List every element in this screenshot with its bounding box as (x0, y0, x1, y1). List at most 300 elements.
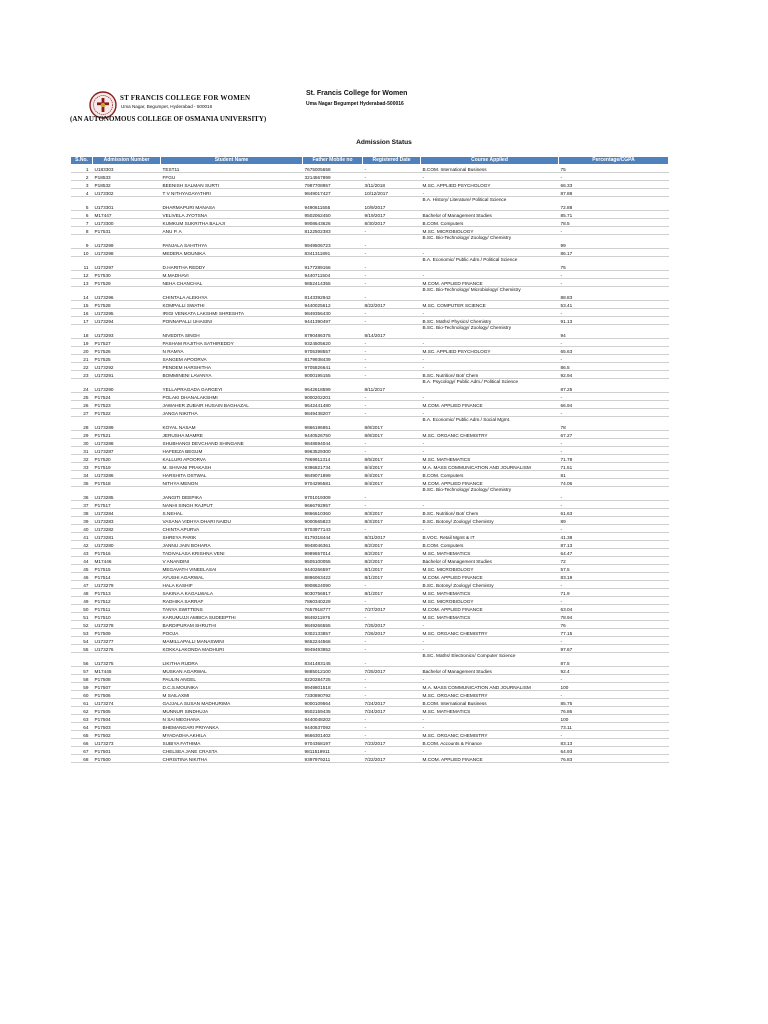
cell-registered-date: 8/4/2017 (363, 471, 421, 479)
cell-admission-number: P17503 (93, 723, 161, 731)
cell-percentage: 81 (559, 471, 669, 479)
cell-course-applied: B.A. Economic/ Public Adm./ Political Science (421, 257, 559, 271)
cell-registered-date: 8/1/2017 (363, 565, 421, 573)
cell-sno: 52 (71, 621, 93, 629)
cell-student-name: MUNNUR SINDHUJA (161, 707, 303, 715)
table-row (71, 533, 669, 541)
cell-sno: 45 (71, 565, 93, 573)
table-row (71, 645, 669, 653)
cell-course-applied: M.COM. APPLIED FINANCE (421, 755, 559, 763)
cell-course-applied: B.COM. Computers (421, 471, 559, 479)
cell-father-mobile: 9652244566 (303, 637, 363, 645)
cell-percentage: - (559, 581, 669, 589)
cell-course-applied: M.SC. ORGANIC CHEMISTRY (421, 731, 559, 739)
cell-student-name: MEDERA MOUNIKA (161, 249, 303, 257)
cell-admission-number: P17516 (93, 549, 161, 557)
cell-course-applied: - (421, 363, 559, 371)
cell-father-mobile: 9177289156 (303, 257, 363, 271)
cell-admission-number: U173277 (93, 637, 161, 645)
cell-percentage: - (559, 447, 669, 455)
cell-father-mobile: 9666301402 (303, 731, 363, 739)
cell-sno: 5 (71, 197, 93, 211)
cell-sno: 50 (71, 605, 93, 613)
cell-percentage: 71.78 (559, 455, 669, 463)
cell-father-mobile: 9000565823 (303, 517, 363, 525)
cell-registered-date: - (363, 675, 421, 683)
cell-student-name: CHINTALA ALEKHYA (161, 287, 303, 301)
cell-percentage: 64.93 (559, 747, 669, 755)
cell-registered-date: 8/2/2017 (363, 541, 421, 549)
cell-student-name: BARDIPURAM SHRUTHI (161, 621, 303, 629)
cell-registered-date: 7/22/2017 (363, 755, 421, 763)
cell-admission-number: P17505 (93, 707, 161, 715)
cell-admission-number: U173285 (93, 487, 161, 501)
cell-student-name: SUBIYA FATHIMA (161, 739, 303, 747)
cell-percentage: - (559, 675, 669, 683)
table-row (71, 589, 669, 597)
cell-student-name: NEHA CHANCHAL (161, 279, 303, 287)
cell-sno: 21 (71, 355, 93, 363)
cell-percentage: 76.86 (559, 707, 669, 715)
cell-sno: 56 (71, 653, 93, 667)
cell-percentage: - (559, 691, 669, 699)
cell-father-mobile: 7987708957 (303, 181, 363, 189)
cell-course-applied: - (421, 501, 559, 509)
cell-registered-date: - (363, 257, 421, 271)
cell-course-applied: Bachelor of Management Studies (421, 557, 559, 565)
cell-sno: 34 (71, 471, 93, 479)
table-row (71, 439, 669, 447)
cell-course-applied: B.SC. Bio-Technology/ Zoology/ Chemistry (421, 235, 559, 249)
cell-registered-date: 8/8/2017 (363, 417, 421, 431)
cell-admission-number: U173302 (93, 189, 161, 197)
cell-father-mobile: 9440266597 (303, 565, 363, 573)
cell-percentage: - (559, 731, 669, 739)
cell-sno: 59 (71, 683, 93, 691)
cell-registered-date: - (363, 227, 421, 235)
cell-sno: 54 (71, 637, 93, 645)
cell-admission-number: U173290 (93, 379, 161, 393)
cell-father-mobile: 9441390497 (303, 317, 363, 325)
cell-father-mobile: 9703977143 (303, 525, 363, 533)
cell-father-mobile: 8341311891 (303, 249, 363, 257)
cell-sno: 16 (71, 309, 93, 317)
cell-father-mobile: 9908643626 (303, 219, 363, 227)
admission-status-table (70, 156, 669, 763)
cell-student-name: JANNU JAIN BOHARA (161, 541, 303, 549)
cell-sno: 23 (71, 371, 93, 379)
cell-admission-number: P17511 (93, 605, 161, 613)
cell-course-applied: Bachelor of Management Studies (421, 211, 559, 219)
cell-registered-date: - (363, 653, 421, 667)
cell-percentage: 92.94 (559, 371, 669, 379)
cell-sno: 53 (71, 629, 93, 637)
cell-student-name: NANHI SINGH RAJPUT (161, 501, 303, 509)
cell-father-mobile: 9705398557 (303, 347, 363, 355)
cell-percentage: - (559, 279, 669, 287)
cell-course-applied: B.COM. Accounts & Finance (421, 739, 559, 747)
table-row (71, 541, 669, 549)
cell-student-name: KOYAL NASAM (161, 417, 303, 431)
cell-admission-number: P17531 (93, 227, 161, 235)
cell-registered-date: 7/24/2017 (363, 699, 421, 707)
cell-course-applied: M.COM. APPLIED FINANCE (421, 279, 559, 287)
cell-father-mobile: 7675005658 (303, 165, 363, 173)
cell-course-applied: - (421, 189, 559, 197)
cell-admission-number: U173288 (93, 439, 161, 447)
cell-student-name: TADIVALASA KRISHNA VENI (161, 549, 303, 557)
cell-admission-number: P17520 (93, 455, 161, 463)
cell-registered-date: - (363, 309, 421, 317)
cell-student-name: AYUSHI AGARWAL (161, 573, 303, 581)
table-row (71, 165, 669, 173)
cell-registered-date: - (363, 347, 421, 355)
cell-admission-number: M17446 (93, 557, 161, 565)
table-header-row (71, 157, 669, 165)
table-row (71, 189, 669, 197)
cell-student-name: PASHAM RAJITHA SATHIREDDY (161, 339, 303, 347)
cell-sno: 49 (71, 597, 93, 605)
cell-sno: 43 (71, 549, 93, 557)
table-row (71, 723, 669, 731)
column-header-percentage: Percentage/CGPA (559, 157, 669, 165)
cell-father-mobile: 9642618599 (303, 379, 363, 393)
cell-admission-number: P17504 (93, 715, 161, 723)
cell-student-name: CHRISTINA NIKITHA (161, 755, 303, 763)
cell-father-mobile: 3214567899 (303, 173, 363, 181)
cell-sno: 8 (71, 227, 93, 235)
table-row (71, 699, 669, 707)
cell-student-name: POLAKI DHANALAKSHMI (161, 393, 303, 401)
cell-sno: 42 (71, 541, 93, 549)
cell-sno: 40 (71, 525, 93, 533)
cell-sno: 46 (71, 573, 93, 581)
cell-course-applied: - (421, 621, 559, 629)
cell-registered-date: 8/2/2017 (363, 549, 421, 557)
cell-percentage: 64.47 (559, 549, 669, 557)
table-row (71, 401, 669, 409)
cell-admission-number: P17527 (93, 339, 161, 347)
cell-father-mobile: 9963529300 (303, 447, 363, 455)
cell-course-applied: - (421, 747, 559, 755)
cell-sno: 58 (71, 675, 93, 683)
cell-admission-number: U173278 (93, 621, 161, 629)
cell-course-applied: - (421, 675, 559, 683)
cell-admission-number: P17500 (93, 755, 161, 763)
cell-registered-date: - (363, 731, 421, 739)
cell-student-name: CHELSEA JANE CRASTA (161, 747, 303, 755)
cell-registered-date: - (363, 597, 421, 605)
cell-course-applied: M.A. MASS COMMUNICATION AND JOURNALISM (421, 463, 559, 471)
cell-registered-date: - (363, 173, 421, 181)
cell-student-name: KUMKUM SUKRITHA BALAJI (161, 219, 303, 227)
table-row (71, 621, 669, 629)
cell-percentage: 100 (559, 715, 669, 723)
column-header-course-applied: Course Applied (421, 157, 559, 165)
cell-sno: 68 (71, 755, 93, 763)
cell-registered-date: - (363, 715, 421, 723)
cell-percentage: 41.38 (559, 533, 669, 541)
cell-registered-date: 10/9/2017 (363, 197, 421, 211)
cell-father-mobile: 9989657014 (303, 549, 363, 557)
table-row (71, 409, 669, 417)
table-row (71, 675, 669, 683)
cell-percentage: - (559, 393, 669, 401)
table-row (71, 355, 669, 363)
cell-registered-date: 7/23/2017 (363, 739, 421, 747)
cell-admission-number: P17515 (93, 565, 161, 573)
cell-sno: 60 (71, 691, 93, 699)
table-row (71, 393, 669, 401)
cell-percentage: 66.94 (559, 401, 669, 409)
cell-course-applied: B.COM. International Business (421, 699, 559, 707)
logo-college-address: Uma Nagar, Begumpet, Hyderabad - 500016 (121, 104, 213, 109)
cell-admission-number: U173298 (93, 249, 161, 257)
cell-registered-date: - (363, 401, 421, 409)
cell-percentage: - (559, 227, 669, 235)
cell-father-mobile: 9704368197 (303, 739, 363, 747)
column-header-father-mobile: Father Mobile no (303, 157, 363, 165)
cell-registered-date: - (363, 339, 421, 347)
cell-course-applied: B.SC. Botony/ Zoology/ Chemistry (421, 517, 559, 525)
cell-registered-date: - (363, 393, 421, 401)
cell-student-name: PONNAPALLI UHASINI (161, 317, 303, 325)
cell-registered-date: - (363, 371, 421, 379)
cell-course-applied: B.SC. Maths/ Electronics/ Computer Science (421, 653, 559, 667)
cell-percentage: 76 (559, 621, 669, 629)
cell-father-mobile: 8179938439 (303, 355, 363, 363)
cell-sno: 19 (71, 339, 93, 347)
cell-admission-number: P17522 (93, 409, 161, 417)
cell-father-mobile: 9849211976 (303, 613, 363, 621)
table-row (71, 197, 669, 211)
cell-admission-number: U173281 (93, 533, 161, 541)
cell-percentage: 99 (559, 235, 669, 249)
cell-admission-number: P17513 (93, 589, 161, 597)
cell-admission-number: U173283 (93, 517, 161, 525)
cell-registered-date: - (363, 613, 421, 621)
cell-admission-number: P17510 (93, 613, 161, 621)
cell-student-name: ANU P. A (161, 227, 303, 235)
cell-student-name: N SAI MEGHANA (161, 715, 303, 723)
cell-student-name: D.HARITHA REDDY (161, 257, 303, 271)
cell-percentage: 83.13 (559, 739, 669, 747)
cell-father-mobile: 8122502383 (303, 227, 363, 235)
cell-student-name: KARUMUJJI AMBICA SUDEEPTHI (161, 613, 303, 621)
cell-registered-date: 8/4/2017 (363, 463, 421, 471)
cell-course-applied: - (421, 309, 559, 317)
cell-percentage: 75 (559, 257, 669, 271)
column-header-admission-number: Admission Number (93, 157, 161, 165)
college-address: Uma Nagar Begumpet Hyderabad-500016 (306, 101, 404, 107)
cell-student-name: POOJA (161, 629, 303, 637)
cell-course-applied: M.SC. ORGANIC CHEMISTRY (421, 691, 559, 699)
cell-percentage: 86.17 (559, 249, 669, 257)
table-row (71, 371, 669, 379)
cell-student-name: HARSHITA OSTWAL (161, 471, 303, 479)
cell-percentage: 87.13 (559, 541, 669, 549)
column-header-sno: S.No. (71, 157, 93, 165)
cell-student-name: PENDEM HARSHITHA (161, 363, 303, 371)
cell-registered-date: - (363, 409, 421, 417)
cell-father-mobile: 9440526750 (303, 431, 363, 439)
autonomous-subtitle: (AN AUTONOMOUS COLLEGE OF OSMANIA UNIVERSITY) (70, 115, 267, 123)
cell-student-name: TANYA SWITTENS (161, 605, 303, 613)
cell-admission-number: U173280 (93, 541, 161, 549)
cell-student-name: GAJJALA SUSAN MADHURIMA (161, 699, 303, 707)
cell-percentage: 86.5 (559, 363, 669, 371)
cell-father-mobile: 9885012100 (303, 667, 363, 675)
cell-admission-number: U173273 (93, 739, 161, 747)
cell-percentage: - (559, 525, 669, 533)
cell-course-applied: - (421, 393, 559, 401)
cell-course-applied: B.SC. Bio-Technology/ Zoology/ Chemistry (421, 325, 559, 339)
cell-course-applied: B.COM. Computers (421, 541, 559, 549)
cell-registered-date: 7/25/2017 (363, 667, 421, 675)
cell-student-name: JERUSHA MAMRE (161, 431, 303, 439)
cell-course-applied: - (421, 409, 559, 417)
cell-admission-number: U173295 (93, 309, 161, 317)
cell-sno: 29 (71, 431, 93, 439)
cell-admission-number: P17509 (93, 629, 161, 637)
table-row (71, 509, 669, 517)
cell-student-name: SHUBHANGI DEVCHAND SHINGANE (161, 439, 303, 447)
cell-student-name: SHREYA PARIK (161, 533, 303, 541)
cell-registered-date: - (363, 581, 421, 589)
column-header-registered-date: Registered Date (363, 157, 421, 165)
cell-course-applied: M.COM. APPLIED FINANCE (421, 401, 559, 409)
cell-percentage: 76.83 (559, 755, 669, 763)
cell-percentage: 85.75 (559, 699, 669, 707)
cell-sno: 33 (71, 463, 93, 471)
table-row (71, 325, 669, 339)
cell-student-name: NIVEDITA SINGH (161, 325, 303, 339)
cell-course-applied: M.SC. ORGANIC CHEMISTRY (421, 431, 559, 439)
cell-father-mobile: 9866196951 (303, 417, 363, 431)
cell-percentage: 75 (559, 165, 669, 173)
cell-admission-number: P17501 (93, 747, 161, 755)
cell-admission-number: M17447 (93, 211, 161, 219)
table-row (71, 431, 669, 439)
cell-percentage: 78.5 (559, 219, 669, 227)
cell-father-mobile: 9000195155 (303, 371, 363, 379)
cell-registered-date: - (363, 691, 421, 699)
cell-admission-number: U173299 (93, 235, 161, 249)
cell-percentage: 85.71 (559, 211, 669, 219)
cell-student-name: DHARMAPURI MANASA (161, 197, 303, 211)
cell-father-mobile: 9642441480 (303, 401, 363, 409)
cell-percentage: 78.94 (559, 613, 669, 621)
cell-admission-number: P17526 (93, 347, 161, 355)
cell-admission-number: U173275 (93, 653, 161, 667)
cell-course-applied: - (421, 355, 559, 363)
logo-college-name: ST FRANCIS COLLEGE FOR WOMEN (120, 94, 251, 102)
cell-father-mobile: 9849017427 (303, 189, 363, 197)
cell-sno: 14 (71, 287, 93, 301)
cell-percentage: - (559, 173, 669, 181)
table-row (71, 173, 669, 181)
table-row (71, 235, 669, 249)
cell-registered-date: 8/1/2017 (363, 589, 421, 597)
cell-sno: 15 (71, 301, 93, 309)
table-row (71, 637, 669, 645)
cell-percentage: 72.88 (559, 197, 669, 211)
cell-sno: 10 (71, 249, 93, 257)
cell-admission-number: P17519 (93, 463, 161, 471)
cell-father-mobile: 9848594044 (303, 439, 363, 447)
cell-admission-number: U173282 (93, 525, 161, 533)
table-row (71, 613, 669, 621)
cell-registered-date: - (363, 249, 421, 257)
cell-course-applied: - (421, 637, 559, 645)
cell-student-name: CHINTA APURVA (161, 525, 303, 533)
cell-sno: 18 (71, 325, 93, 339)
cell-registered-date: 8/4/2017 (363, 479, 421, 487)
cell-admission-number: U173293 (93, 325, 161, 339)
cell-sno: 47 (71, 581, 93, 589)
cell-sno: 2 (71, 173, 93, 181)
cell-admission-number: U173296 (93, 287, 161, 301)
cell-sno: 20 (71, 347, 93, 355)
cell-percentage: 94 (559, 325, 669, 339)
cell-registered-date: 8/30/2017 (363, 219, 421, 227)
cell-sno: 4 (71, 189, 93, 197)
cell-course-applied: M.SC. MATHEMATICS (421, 455, 559, 463)
cell-sno: 22 (71, 363, 93, 371)
cell-registered-date: 8/31/2017 (363, 533, 421, 541)
cell-registered-date: - (363, 487, 421, 501)
cell-student-name: SAKINA A KAGALWALA (161, 589, 303, 597)
cell-percentage: 97.67 (559, 645, 669, 653)
cell-course-applied: M.SC. ORGANIC CHEMISTRY (421, 629, 559, 637)
cell-student-name: M. SHIVANI PRAKASH (161, 463, 303, 471)
cell-father-mobile: 9849266555 (303, 621, 363, 629)
cell-student-name: LIKITHA RUDRA (161, 653, 303, 667)
cell-sno: 25 (71, 393, 93, 401)
cell-father-mobile: 9908624090 (303, 581, 363, 589)
cell-sno: 31 (71, 447, 93, 455)
cell-registered-date: 7/26/2017 (363, 629, 421, 637)
cell-father-mobile: 9866610360 (303, 509, 363, 517)
cell-registered-date: - (363, 747, 421, 755)
cell-sno: 41 (71, 533, 93, 541)
cell-father-mobile: 7657918777 (303, 605, 363, 613)
cell-student-name: MUSKAN AGARWAL (161, 667, 303, 675)
cell-sno: 9 (71, 235, 93, 249)
cell-sno: 44 (71, 557, 93, 565)
cell-percentage: 71.51 (559, 463, 669, 471)
cell-admission-number: P17528 (93, 301, 161, 309)
cell-registered-date: - (363, 439, 421, 447)
cell-registered-date: 7/24/2017 (363, 707, 421, 715)
cell-father-mobile: 9948046361 (303, 541, 363, 549)
cell-father-mobile: 9440025612 (303, 301, 363, 309)
cell-sno: 7 (71, 219, 93, 227)
cell-course-applied: B.SC. Bio-Technology/ Microbiology/ Chemistry (421, 287, 559, 301)
cell-student-name: PAULIN ANGEL (161, 675, 303, 683)
table-row (71, 301, 669, 309)
table-row (71, 683, 669, 691)
cell-father-mobile: 9849438207 (303, 409, 363, 417)
cell-admission-number: U173279 (93, 581, 161, 589)
cell-student-name: FFGU (161, 173, 303, 181)
table-row (71, 573, 669, 581)
cell-admission-number: U173291 (93, 371, 161, 379)
cell-admission-number: U173274 (93, 699, 161, 707)
cell-registered-date: - (363, 355, 421, 363)
table-row (71, 227, 669, 235)
cell-admission-number: U173289 (93, 417, 161, 431)
